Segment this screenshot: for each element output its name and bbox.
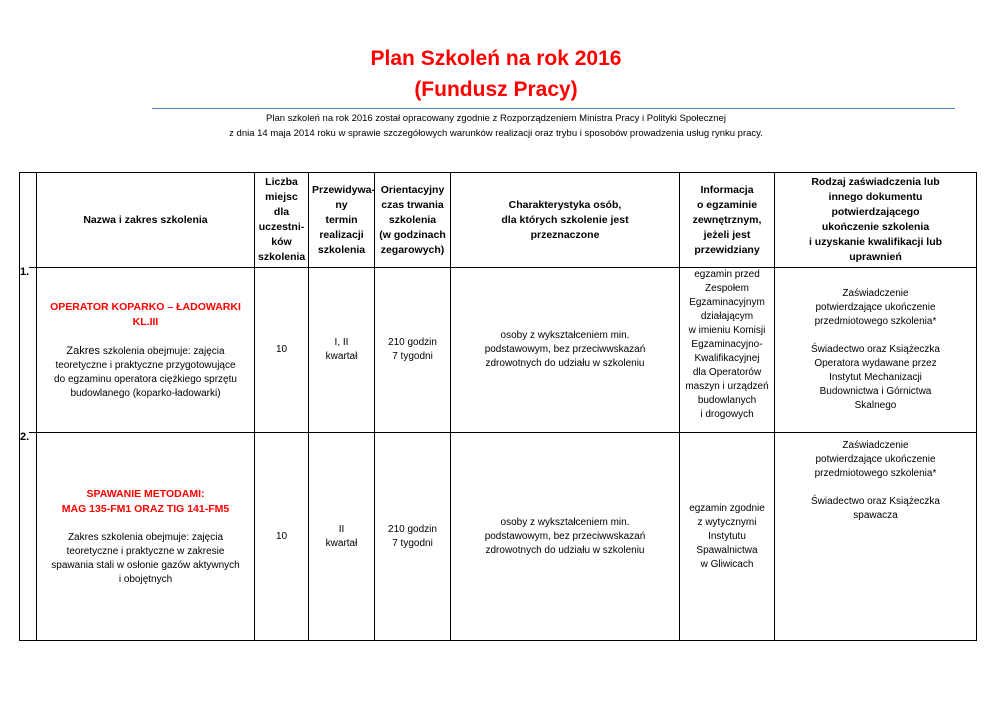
header-target: Charakterystyka osób, dla których szkolenie jest przeznaczone [451,173,680,268]
row-number: 2. [20,433,37,641]
table-row [20,268,977,433]
page-subtitle: (Fundusz Pracy) [414,78,578,101]
target-cell: osoby z wykształceniem min. podstawowym, bez przeciwwskazań zdrowotnych do udziału w szkoleniu [451,433,680,641]
header-duration: Orientacyjny czas trwania szkolenia (w godzinach zegarowych) [375,173,451,268]
intro-line-1: Plan szkoleń na rok 2016 został opracowany zgodnie z Rozporządzeniem Ministra Pracy i Polityki Społecznej [266,113,726,124]
exam-cell: egzamin zgodnie z wytycznymi Instytutu Spawalnictwa w Gliwicach [680,433,775,641]
title-divider [152,108,955,109]
places-cell: 10 [255,268,309,433]
header-term: Przewidywa- ny termin realizacji szkolenia [309,173,375,268]
duration-cell: 210 godzin 7 tygodni [375,433,451,641]
table-row [20,433,977,641]
page-title: Plan Szkoleń na rok 2016 [370,47,622,70]
header-exam: Informacja o egzaminie zewnętrznym, jeżeli jest przewidziany [680,173,775,268]
certificate-cell: Zaświadczenie potwierdzające ukończenie przedmiotowego szkolenia* Świadectwo oraz Książeczka Operatora wydawane przez Instytut Mechanizacji Budownictwa i Górnictwa Skalnego [775,268,977,433]
course-cell [37,268,255,433]
course-scope: Zakres szkolenia obejmuje: zajęcia teoretyczne i praktyczne w zakresie spawania stali w osłonie gazów aktywnych i obojętnych [51,531,240,585]
duration-cell: 210 godzin 7 tygodni [375,268,451,433]
intro-line-2: z dnia 14 maja 2014 roku w sprawie szczegółowych warunków realizacji oraz trybu i sposobów prowadzenia usług rynku pracy. [229,128,763,139]
course-name: SPAWANIE METODAMI: MAG 135-FM1 ORAZ TIG 141-FM5 [61,487,230,515]
term-cell: II kwartał [309,433,375,641]
term-cell: I, II kwartał [309,268,375,433]
certificate-cell: Zaświadczenie potwierdzające ukończenie przedmiotowego szkolenia* Świadectwo oraz Książeczka spawacza [775,433,977,641]
header-places: Liczba miejsc dla uczestni- ków szkolenia [255,173,309,268]
header-number [20,173,37,268]
training-plan-table [19,172,977,641]
places-cell: 10 [255,433,309,641]
header-certificate: Rodzaj zaświadczenia lub innego dokumentu potwierdzającego ukończenie szkolenia i uzyskanie kwalifikacji lub uprawnień [775,173,977,268]
row-number: 1. [20,268,37,433]
course-name: OPERATOR KOPARKO – ŁADOWARKI KL.III [50,300,241,328]
header-name: Nazwa i zakres szkolenia [37,173,255,268]
exam-cell: egzamin przed Zespołem Egzaminacyjnym działającym w imieniu Komisji Egzaminacyjno- Kwalifikacyjnej dla Operatorów maszyn i urządzeń budowlanych i drogowych [680,268,775,433]
course-scope: Zakres szkolenia obejmuje: zajęcia teoretyczne i praktyczne przygotowujące do egzaminu operatora ciężkiego sprzętu budowlanego (koparko-ładowarki) [54,344,237,399]
target-cell: osoby z wykształceniem min. podstawowym, bez przeciwwskazań zdrowotnych do udziału w szkoleniu [451,268,680,433]
course-cell [37,433,255,641]
table-header-row [20,173,977,268]
